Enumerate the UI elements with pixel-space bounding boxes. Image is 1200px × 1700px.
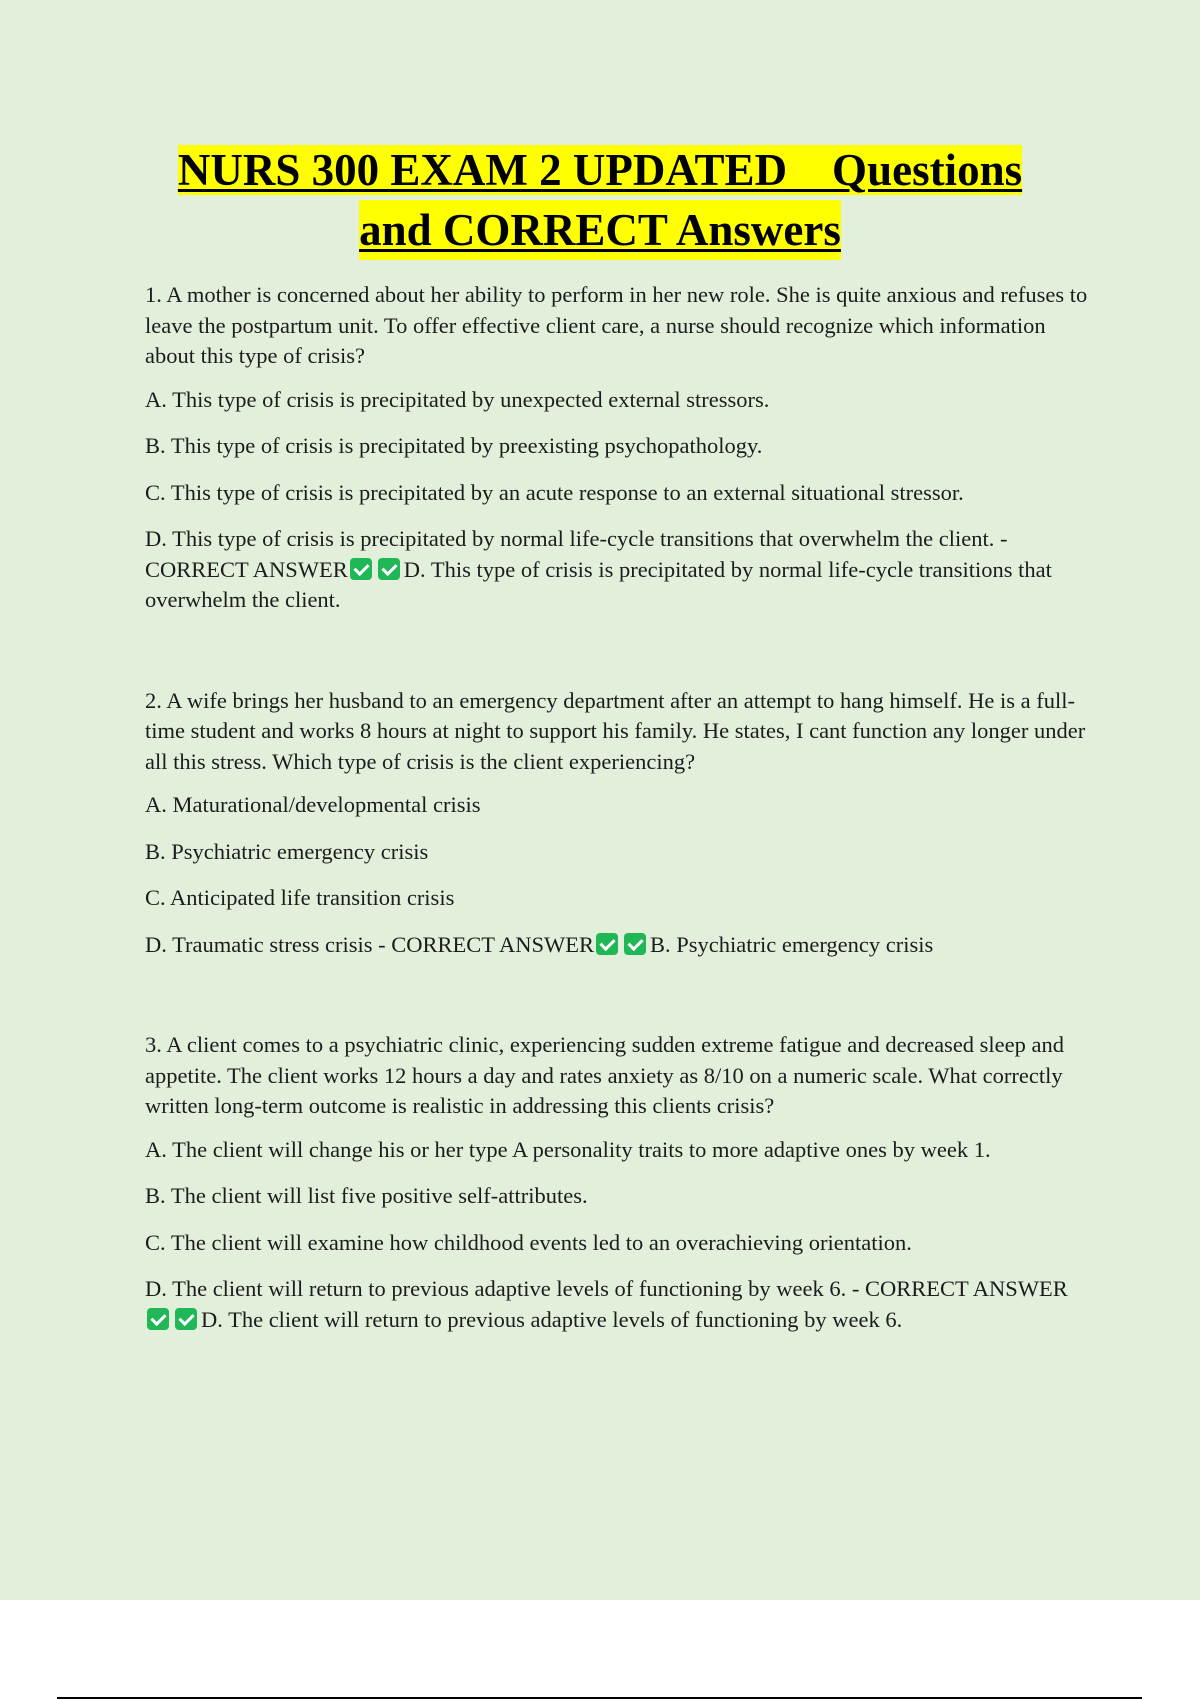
option-d-with-answer: [145, 930, 1090, 961]
option-b: B. This type of crisis is precipitated by preexisting psychopathology.: [145, 433, 763, 458]
correct-answer-label: CORRECT ANSWER: [145, 556, 348, 582]
check-icon: [624, 933, 646, 955]
correct-answer-text: D. The client will return to previous adaptive levels of functioning by week 6.: [201, 1306, 903, 1332]
option-c: C. The client will examine how childhood events led to an overachieving orientation.: [145, 1229, 912, 1255]
check-icon: [175, 1308, 197, 1330]
option-d-with-answer: [145, 524, 1090, 616]
option-b: B. Psychiatric emergency crisis: [145, 838, 429, 864]
check-icon: [378, 558, 400, 580]
option-d: D. The client will return to previous adaptive levels of functioning by week 6. -: [145, 1276, 860, 1301]
question-block: [145, 1030, 1090, 1335]
option-a: A. The client will change his or her type A personality traits to more adaptive ones by week 1.: [145, 1136, 991, 1162]
check-icon: [147, 1308, 169, 1330]
option-d: D. This type of crisis is precipitated by normal life-cycle transitions that overwhelm the client. -: [145, 526, 1008, 551]
footer-divider: [57, 1697, 1142, 1699]
option-d: D. Traumatic stress crisis -: [145, 931, 386, 957]
question-text: 2. A wife brings her husband to an emergency department after an attempt to hang himself. He is a full-time student and works 8 hours at night to support his family. He states, I cant function any longer under all this stress. Which type of crisis is the client experiencing?: [145, 687, 1086, 774]
option-d-with-answer: [145, 1274, 1090, 1335]
option-a: A. This type of crisis is precipitated by unexpected external stressors.: [145, 386, 770, 412]
correct-answer-label: CORRECT ANSWER: [391, 931, 594, 957]
document-title: [0, 140, 1200, 260]
check-icon: [350, 558, 372, 580]
option-c: C. Anticipated life transition crisis: [145, 885, 455, 910]
check-icon: [596, 933, 618, 955]
question-text: 1. A mother is concerned about her ability to perform in her new role. She is quite anxious and refuses to leave the postpartum unit. To offer effective client care, a nurse should recognize which information about this type of crisis?: [145, 282, 1088, 368]
correct-answer-label: CORRECT ANSWER: [865, 1276, 1068, 1301]
option-b: B. The client will list five positive self-attributes.: [145, 1183, 588, 1208]
title-line-2: and CORRECT Answers: [359, 200, 841, 260]
option-c: C. This type of crisis is precipitated by an acute response to an external situational stressor.: [145, 479, 964, 505]
questions-list: [145, 280, 1090, 1351]
correct-answer-text: B. Psychiatric emergency crisis: [650, 931, 934, 957]
correct-answer-text: D. This type of crisis is precipitated by normal life-cycle transitions that overwhelm the client.: [145, 556, 1052, 612]
title-line-1: NURS 300 EXAM 2 UPDATED Questions: [177, 145, 1023, 195]
question-block: [145, 280, 1090, 616]
option-a: A. Maturational/developmental crisis: [145, 792, 481, 817]
question-block: [145, 686, 1090, 961]
question-text: 3. A client comes to a psychiatric clinic, experiencing sudden extreme fatigue and decreased sleep and appetite. The client works 12 hours a day and rates anxiety as 8/10 on a numeric scale. What correctly written long-term outcome is realistic in addressing this clients crisis?: [145, 1032, 1065, 1118]
